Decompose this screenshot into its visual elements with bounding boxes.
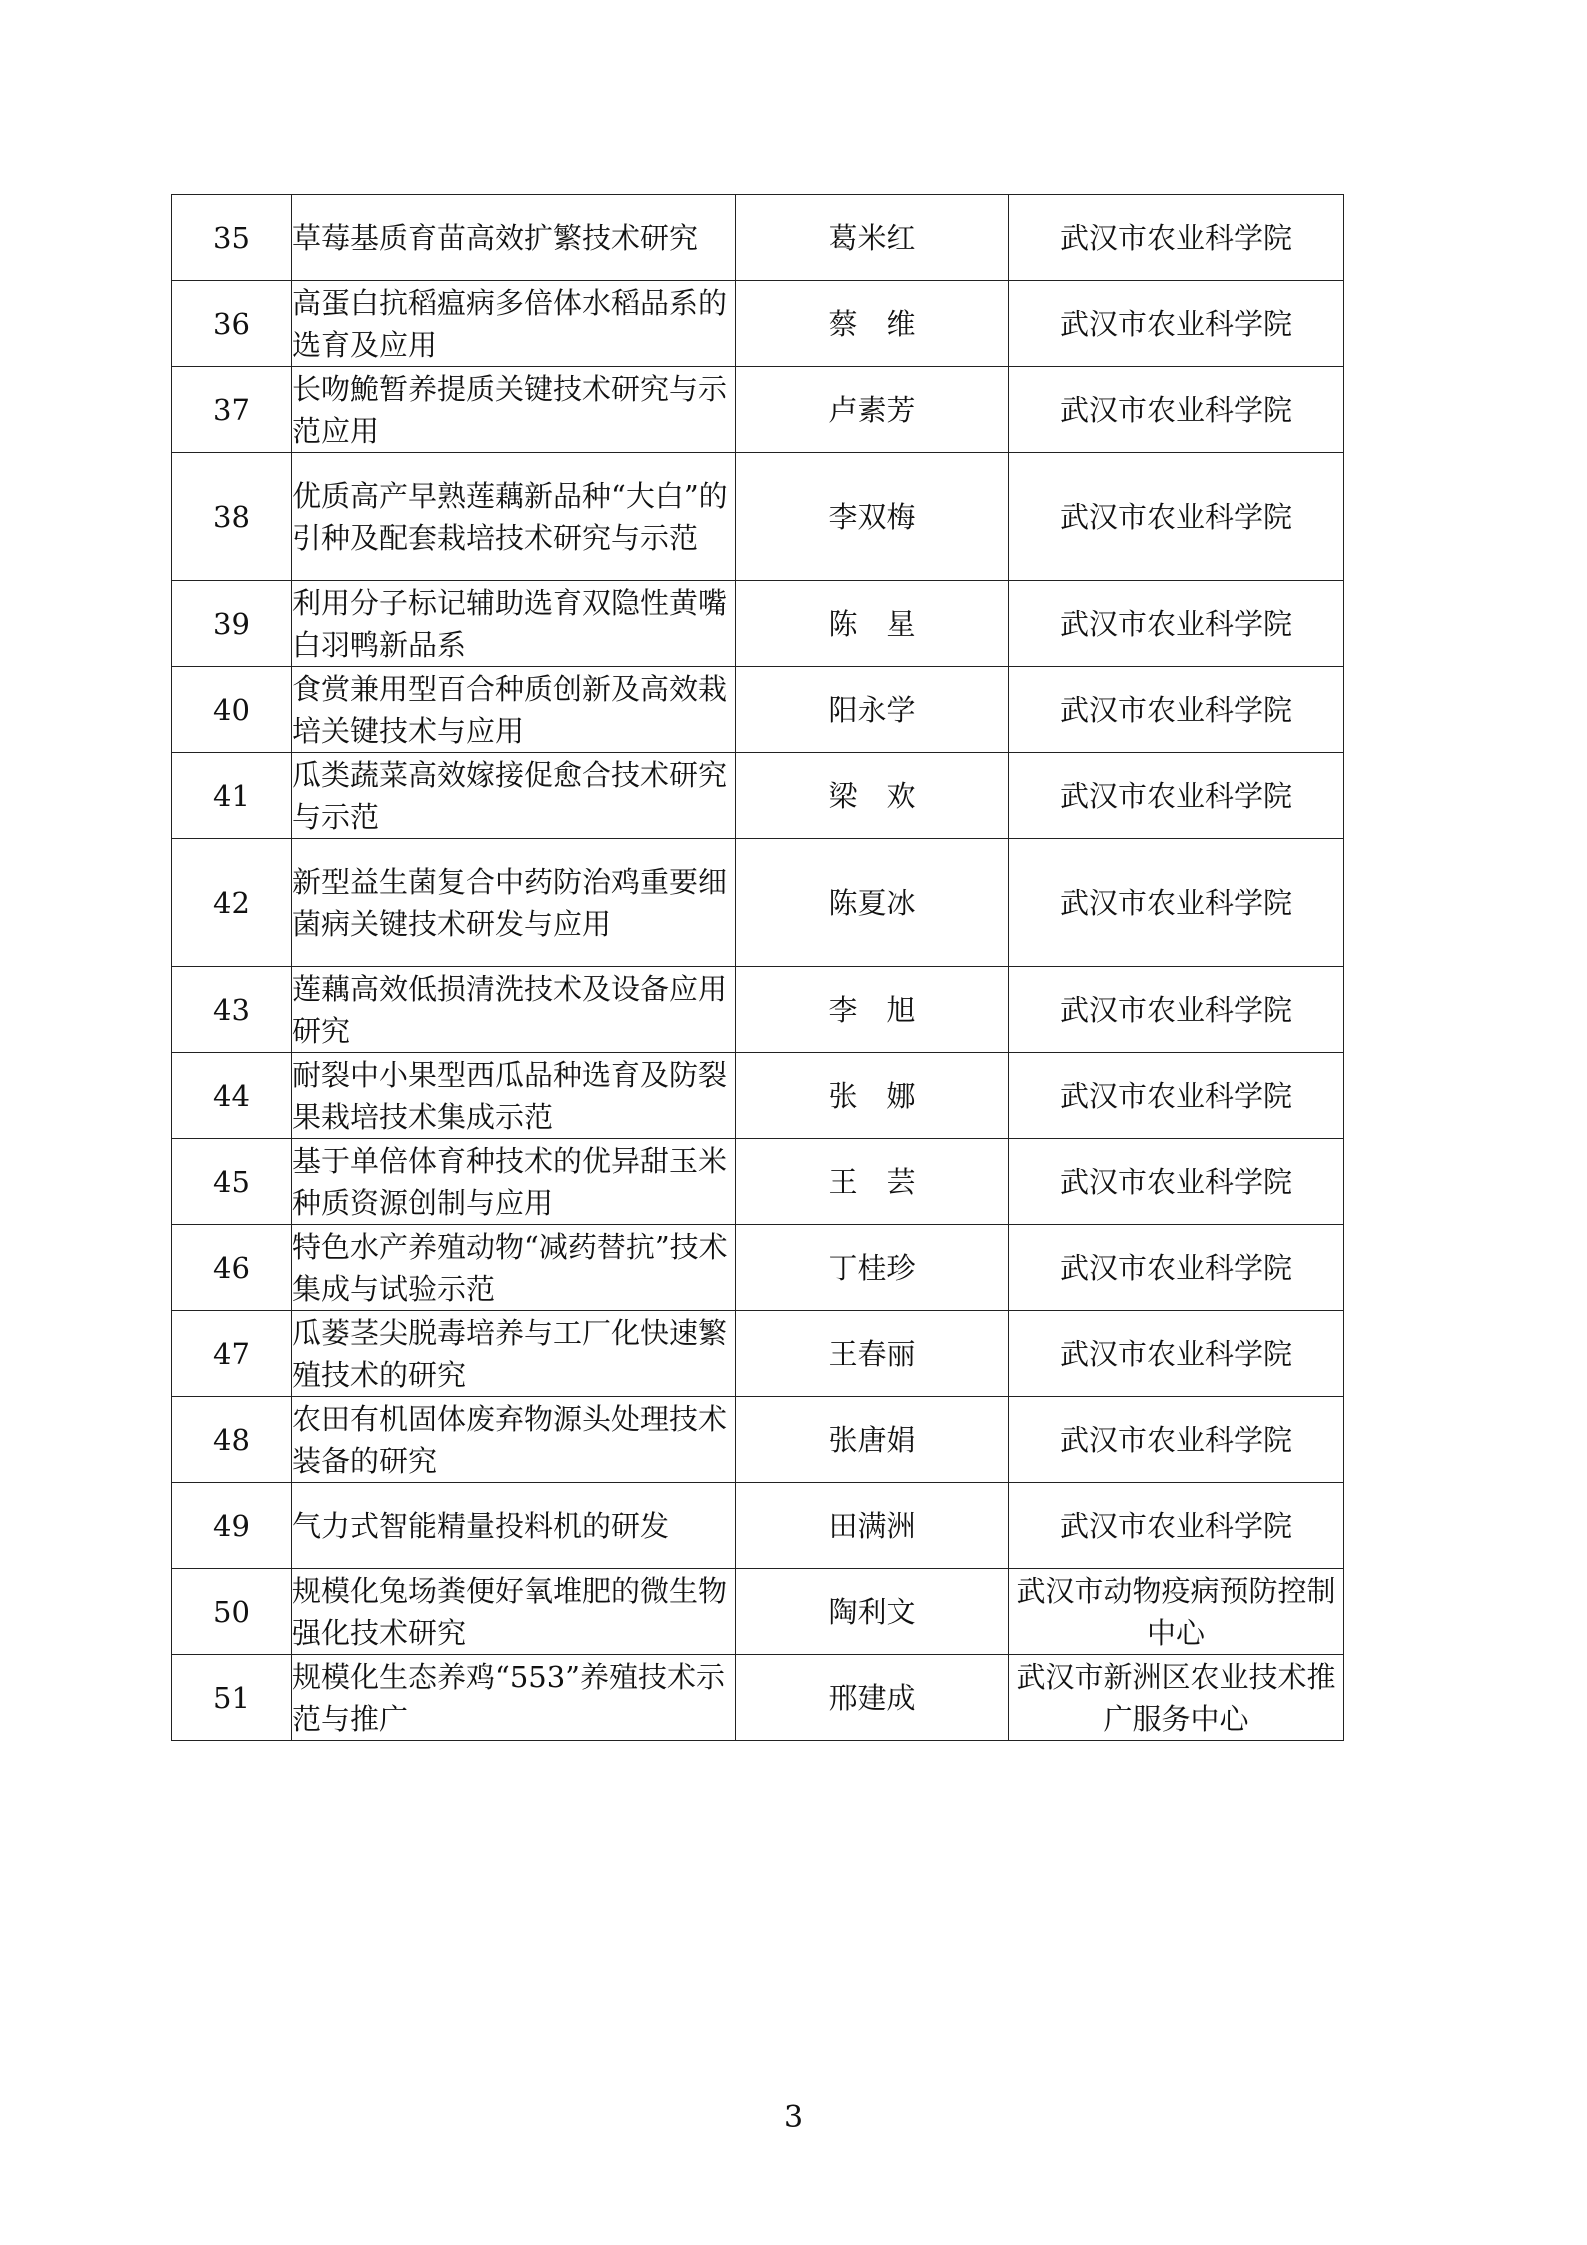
project-leader-cell: 李双梅 [736,453,1009,581]
table-row [172,1139,1344,1225]
project-name-cell: 食赏兼用型百合种质创新及高效栽培关键技术与应用 [292,667,736,753]
project-name-cell: 瓜蒌茎尖脱毒培养与工厂化快速繁殖技术的研究 [292,1311,736,1397]
table-row [172,281,1344,367]
row-number-cell: 41 [172,753,292,839]
table-row [172,1225,1344,1311]
table-row [172,1053,1344,1139]
table-row [172,453,1344,581]
organization-cell: 武汉市农业科学院 [1009,753,1344,839]
project-name-cell: 高蛋白抗稻瘟病多倍体水稻品系的选育及应用 [292,281,736,367]
project-leader-cell: 王 芸 [736,1139,1009,1225]
project-leader-cell: 王春丽 [736,1311,1009,1397]
organization-cell: 武汉市农业科学院 [1009,195,1344,281]
project-name-cell: 耐裂中小果型西瓜品种选育及防裂果栽培技术集成示范 [292,1053,736,1139]
organization-cell: 武汉市农业科学院 [1009,1053,1344,1139]
table-row [172,1655,1344,1741]
table-row [172,581,1344,667]
project-name-cell: 长吻鮠暂养提质关键技术研究与示范应用 [292,367,736,453]
row-number-cell: 36 [172,281,292,367]
organization-cell: 武汉市农业科学院 [1009,1397,1344,1483]
project-leader-cell: 田满洲 [736,1483,1009,1569]
row-number-cell: 47 [172,1311,292,1397]
table-row [172,667,1344,753]
organization-cell: 武汉市农业科学院 [1009,967,1344,1053]
row-number-cell: 38 [172,453,292,581]
row-number-cell: 37 [172,367,292,453]
organization-cell: 武汉市新洲区农业技术推广服务中心 [1009,1655,1344,1741]
project-leader-cell: 陈 星 [736,581,1009,667]
table-row [172,1569,1344,1655]
row-number-cell: 45 [172,1139,292,1225]
row-number-cell: 39 [172,581,292,667]
row-number-cell: 46 [172,1225,292,1311]
project-name-cell: 莲藕高效低损清洗技术及设备应用研究 [292,967,736,1053]
project-leader-cell: 葛米红 [736,195,1009,281]
project-name-cell: 新型益生菌复合中药防治鸡重要细菌病关键技术研发与应用 [292,839,736,967]
organization-cell: 武汉市农业科学院 [1009,839,1344,967]
project-name-cell: 农田有机固体废弃物源头处理技术装备的研究 [292,1397,736,1483]
row-number-cell: 50 [172,1569,292,1655]
organization-cell: 武汉市农业科学院 [1009,667,1344,753]
table-row [172,1483,1344,1569]
project-table [171,194,1344,1741]
page-number: 3 [783,2100,804,2135]
project-name-cell: 优质高产早熟莲藕新品种“大白”的引种及配套栽培技术研究与示范 [292,453,736,581]
project-leader-cell: 陈夏冰 [736,839,1009,967]
row-number-cell: 43 [172,967,292,1053]
table-row [172,1311,1344,1397]
table-row [172,195,1344,281]
project-leader-cell: 陶利文 [736,1569,1009,1655]
project-name-cell: 规模化兔场粪便好氧堆肥的微生物强化技术研究 [292,1569,736,1655]
project-name-cell: 瓜类蔬菜高效嫁接促愈合技术研究与示范 [292,753,736,839]
row-number-cell: 35 [172,195,292,281]
project-name-cell: 气力式智能精量投料机的研发 [292,1483,736,1569]
project-table-body [172,195,1344,1741]
organization-cell: 武汉市农业科学院 [1009,1483,1344,1569]
project-leader-cell: 李 旭 [736,967,1009,1053]
project-name-cell: 草莓基质育苗高效扩繁技术研究 [292,195,736,281]
table-row [172,367,1344,453]
project-name-cell: 规模化生态养鸡“553”养殖技术示范与推广 [292,1655,736,1741]
table-row [172,753,1344,839]
row-number-cell: 42 [172,839,292,967]
project-leader-cell: 梁 欢 [736,753,1009,839]
organization-cell: 武汉市农业科学院 [1009,1139,1344,1225]
project-leader-cell: 邢建成 [736,1655,1009,1741]
row-number-cell: 51 [172,1655,292,1741]
project-leader-cell: 卢素芳 [736,367,1009,453]
project-name-cell: 利用分子标记辅助选育双隐性黄嘴白羽鸭新品系 [292,581,736,667]
row-number-cell: 44 [172,1053,292,1139]
row-number-cell: 40 [172,667,292,753]
organization-cell: 武汉市农业科学院 [1009,581,1344,667]
project-leader-cell: 张 娜 [736,1053,1009,1139]
project-leader-cell: 张唐娟 [736,1397,1009,1483]
project-leader-cell: 丁桂珍 [736,1225,1009,1311]
organization-cell: 武汉市动物疫病预防控制中心 [1009,1569,1344,1655]
organization-cell: 武汉市农业科学院 [1009,1225,1344,1311]
organization-cell: 武汉市农业科学院 [1009,1311,1344,1397]
organization-cell: 武汉市农业科学院 [1009,453,1344,581]
table-row [172,967,1344,1053]
table-row [172,839,1344,967]
project-name-cell: 基于单倍体育种技术的优异甜玉米种质资源创制与应用 [292,1139,736,1225]
project-leader-cell: 阳永学 [736,667,1009,753]
organization-cell: 武汉市农业科学院 [1009,281,1344,367]
project-leader-cell: 蔡 维 [736,281,1009,367]
row-number-cell: 48 [172,1397,292,1483]
project-name-cell: 特色水产养殖动物“减药替抗”技术集成与试验示范 [292,1225,736,1311]
table-row [172,1397,1344,1483]
organization-cell: 武汉市农业科学院 [1009,367,1344,453]
row-number-cell: 49 [172,1483,292,1569]
